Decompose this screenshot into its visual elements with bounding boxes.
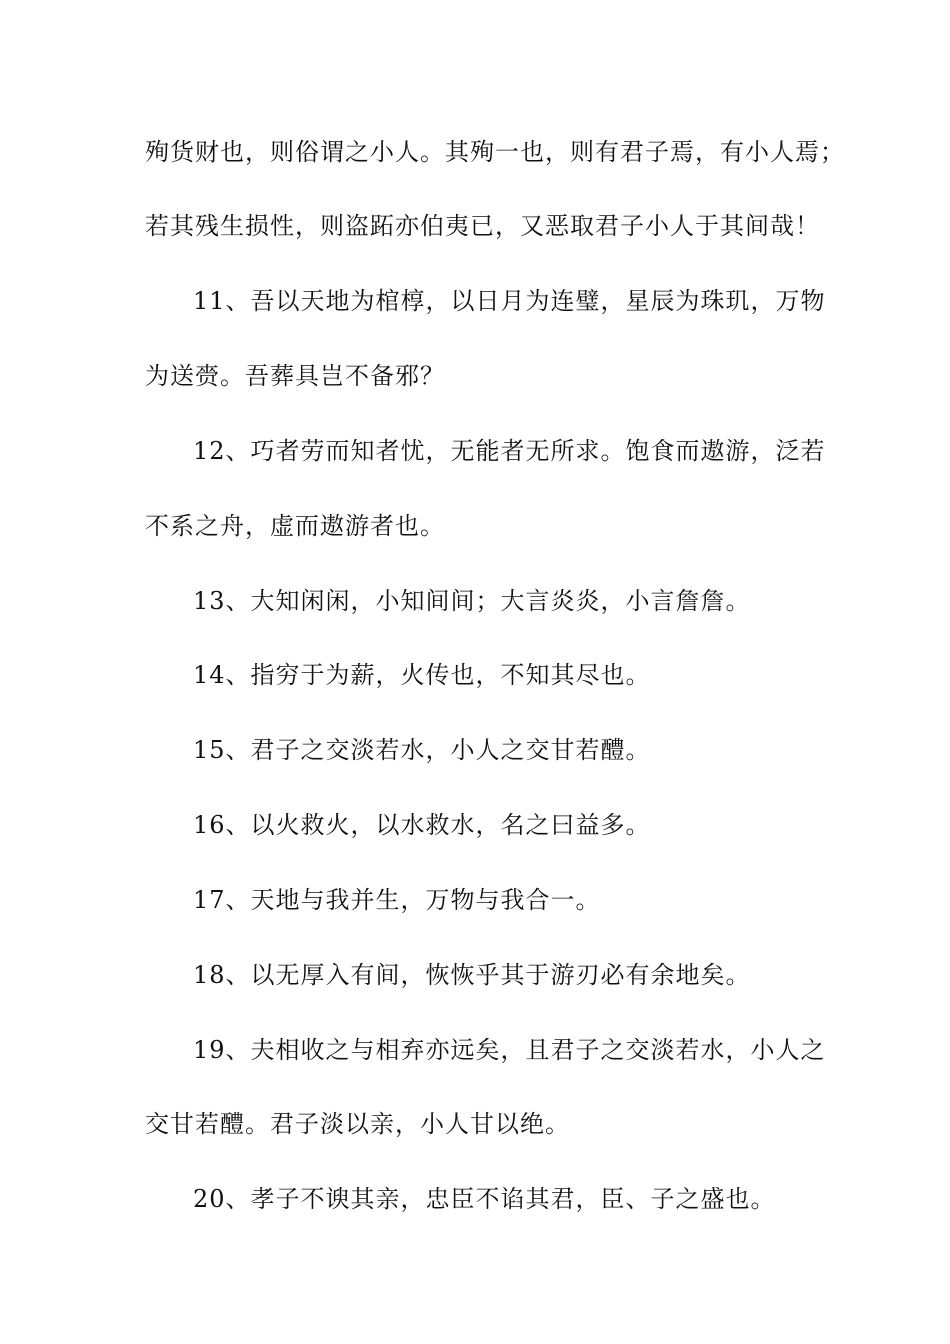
- text-line-item-19: 19、夫相收之与相弃亦远矣，且君子之交淡若水，小人之: [193, 1036, 826, 1064]
- text-line: 不系之舟，虚而遨游者也。: [145, 512, 445, 540]
- text-line-item-18: 18、以无厚入有间，恢恢乎其于游刃必有余地矣。: [193, 961, 751, 989]
- text-line-item-17: 17、天地与我并生，万物与我合一。: [193, 886, 601, 914]
- text-line-item-20: 20、孝子不谀其亲，忠臣不谄其君，臣、子之盛也。: [193, 1185, 776, 1213]
- text-line-item-14: 14、指穷于为薪，火传也，不知其尽也。: [193, 661, 651, 689]
- text-line-item-13: 13、大知闲闲，小知间间；大言炎炎，小言詹詹。: [193, 587, 751, 615]
- text-line-item-11: 11、吾以天地为棺椁，以日月为连璧，星辰为珠玑，万物: [193, 287, 826, 315]
- text-line-item-12: 12、巧者劳而知者忧，无能者无所求。饱食而遨游，泛若: [193, 437, 826, 465]
- text-line-item-16: 16、以火救火，以水救水，名之曰益多。: [193, 811, 651, 839]
- text-line: 殉货财也，则俗谓之小人。其殉一也，则有君子焉，有小人焉；: [145, 138, 845, 166]
- text-line-item-15: 15、君子之交淡若水，小人之交甘若醴。: [193, 736, 651, 764]
- text-line: 若其残生损性，则盗跖亦伯夷已，又恶取君子小人于其间哉！: [145, 212, 820, 240]
- text-line: 为送赍。吾葬具岂不备邪？: [145, 362, 445, 390]
- text-line: 交甘若醴。君子淡以亲，小人甘以绝。: [145, 1110, 570, 1138]
